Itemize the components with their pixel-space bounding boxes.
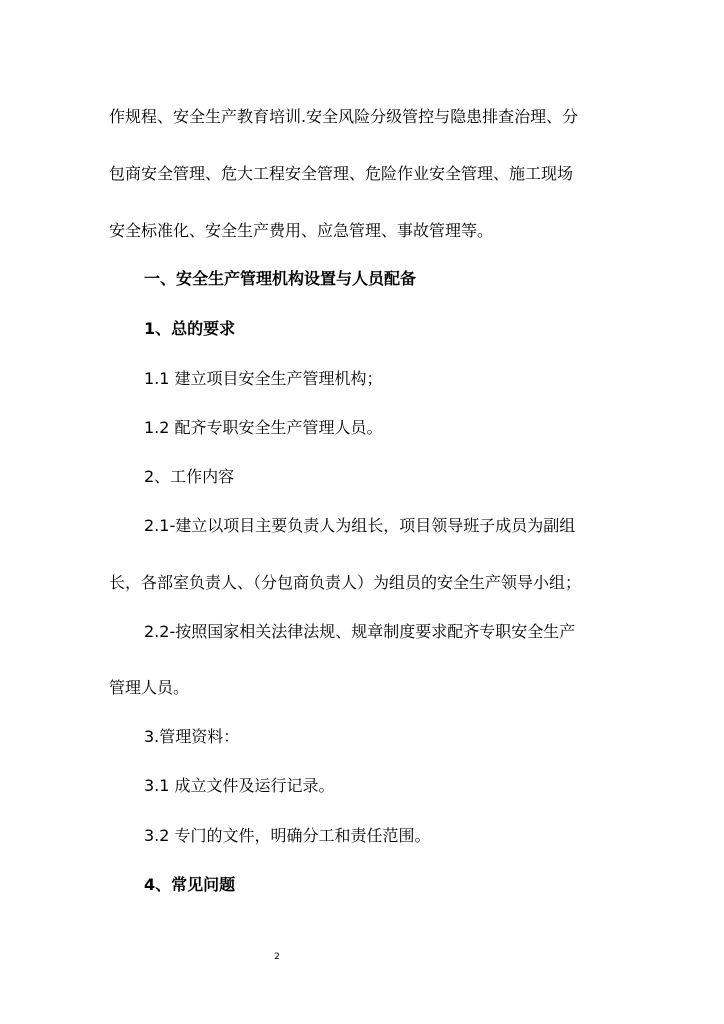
subsection-heading: 2、工作内容 — [144, 467, 235, 486]
body-text-line: 管理人员。 — [109, 678, 190, 697]
section-heading: 一、安全生产管理机构设置与人员配备 — [144, 269, 417, 288]
page-number: 2 — [274, 952, 280, 962]
list-item: 2.1-建立以项目主要负责人为组长，项目领导班子成员为副组 — [144, 516, 576, 535]
list-item: 1.1 建立项目安全生产管理机构； — [144, 369, 383, 388]
list-item: 1.2 配齐专职安全生产管理人员。 — [144, 418, 383, 437]
subsection-heading: 3.管理资料： — [144, 727, 240, 746]
body-text-line: 包商安全管理、危大工程安全管理、危险作业安全管理、施工现场 — [109, 164, 574, 183]
list-item: 3.2 专门的文件，明确分工和责任范围。 — [144, 826, 431, 845]
body-text-line: 长，各部室负责人、（分包商负责人）为组员的安全生产领导小组； — [109, 573, 582, 592]
subsection-heading: 4、常见问题 — [144, 875, 236, 894]
body-text-line: 安全标准化、安全生产费用、应急管理、事故管理等。 — [109, 221, 494, 240]
body-text-line: 作规程、安全生产教育培训.安全风险分级管控与隐患排查治理、分 — [109, 107, 579, 126]
list-item: 3.1 成立文件及运行记录。 — [144, 776, 335, 795]
list-item: 2.2-按照国家相关法律法规、规章制度要求配齐专职安全生产 — [144, 622, 576, 641]
subsection-heading: 1、总的要求 — [144, 319, 236, 338]
